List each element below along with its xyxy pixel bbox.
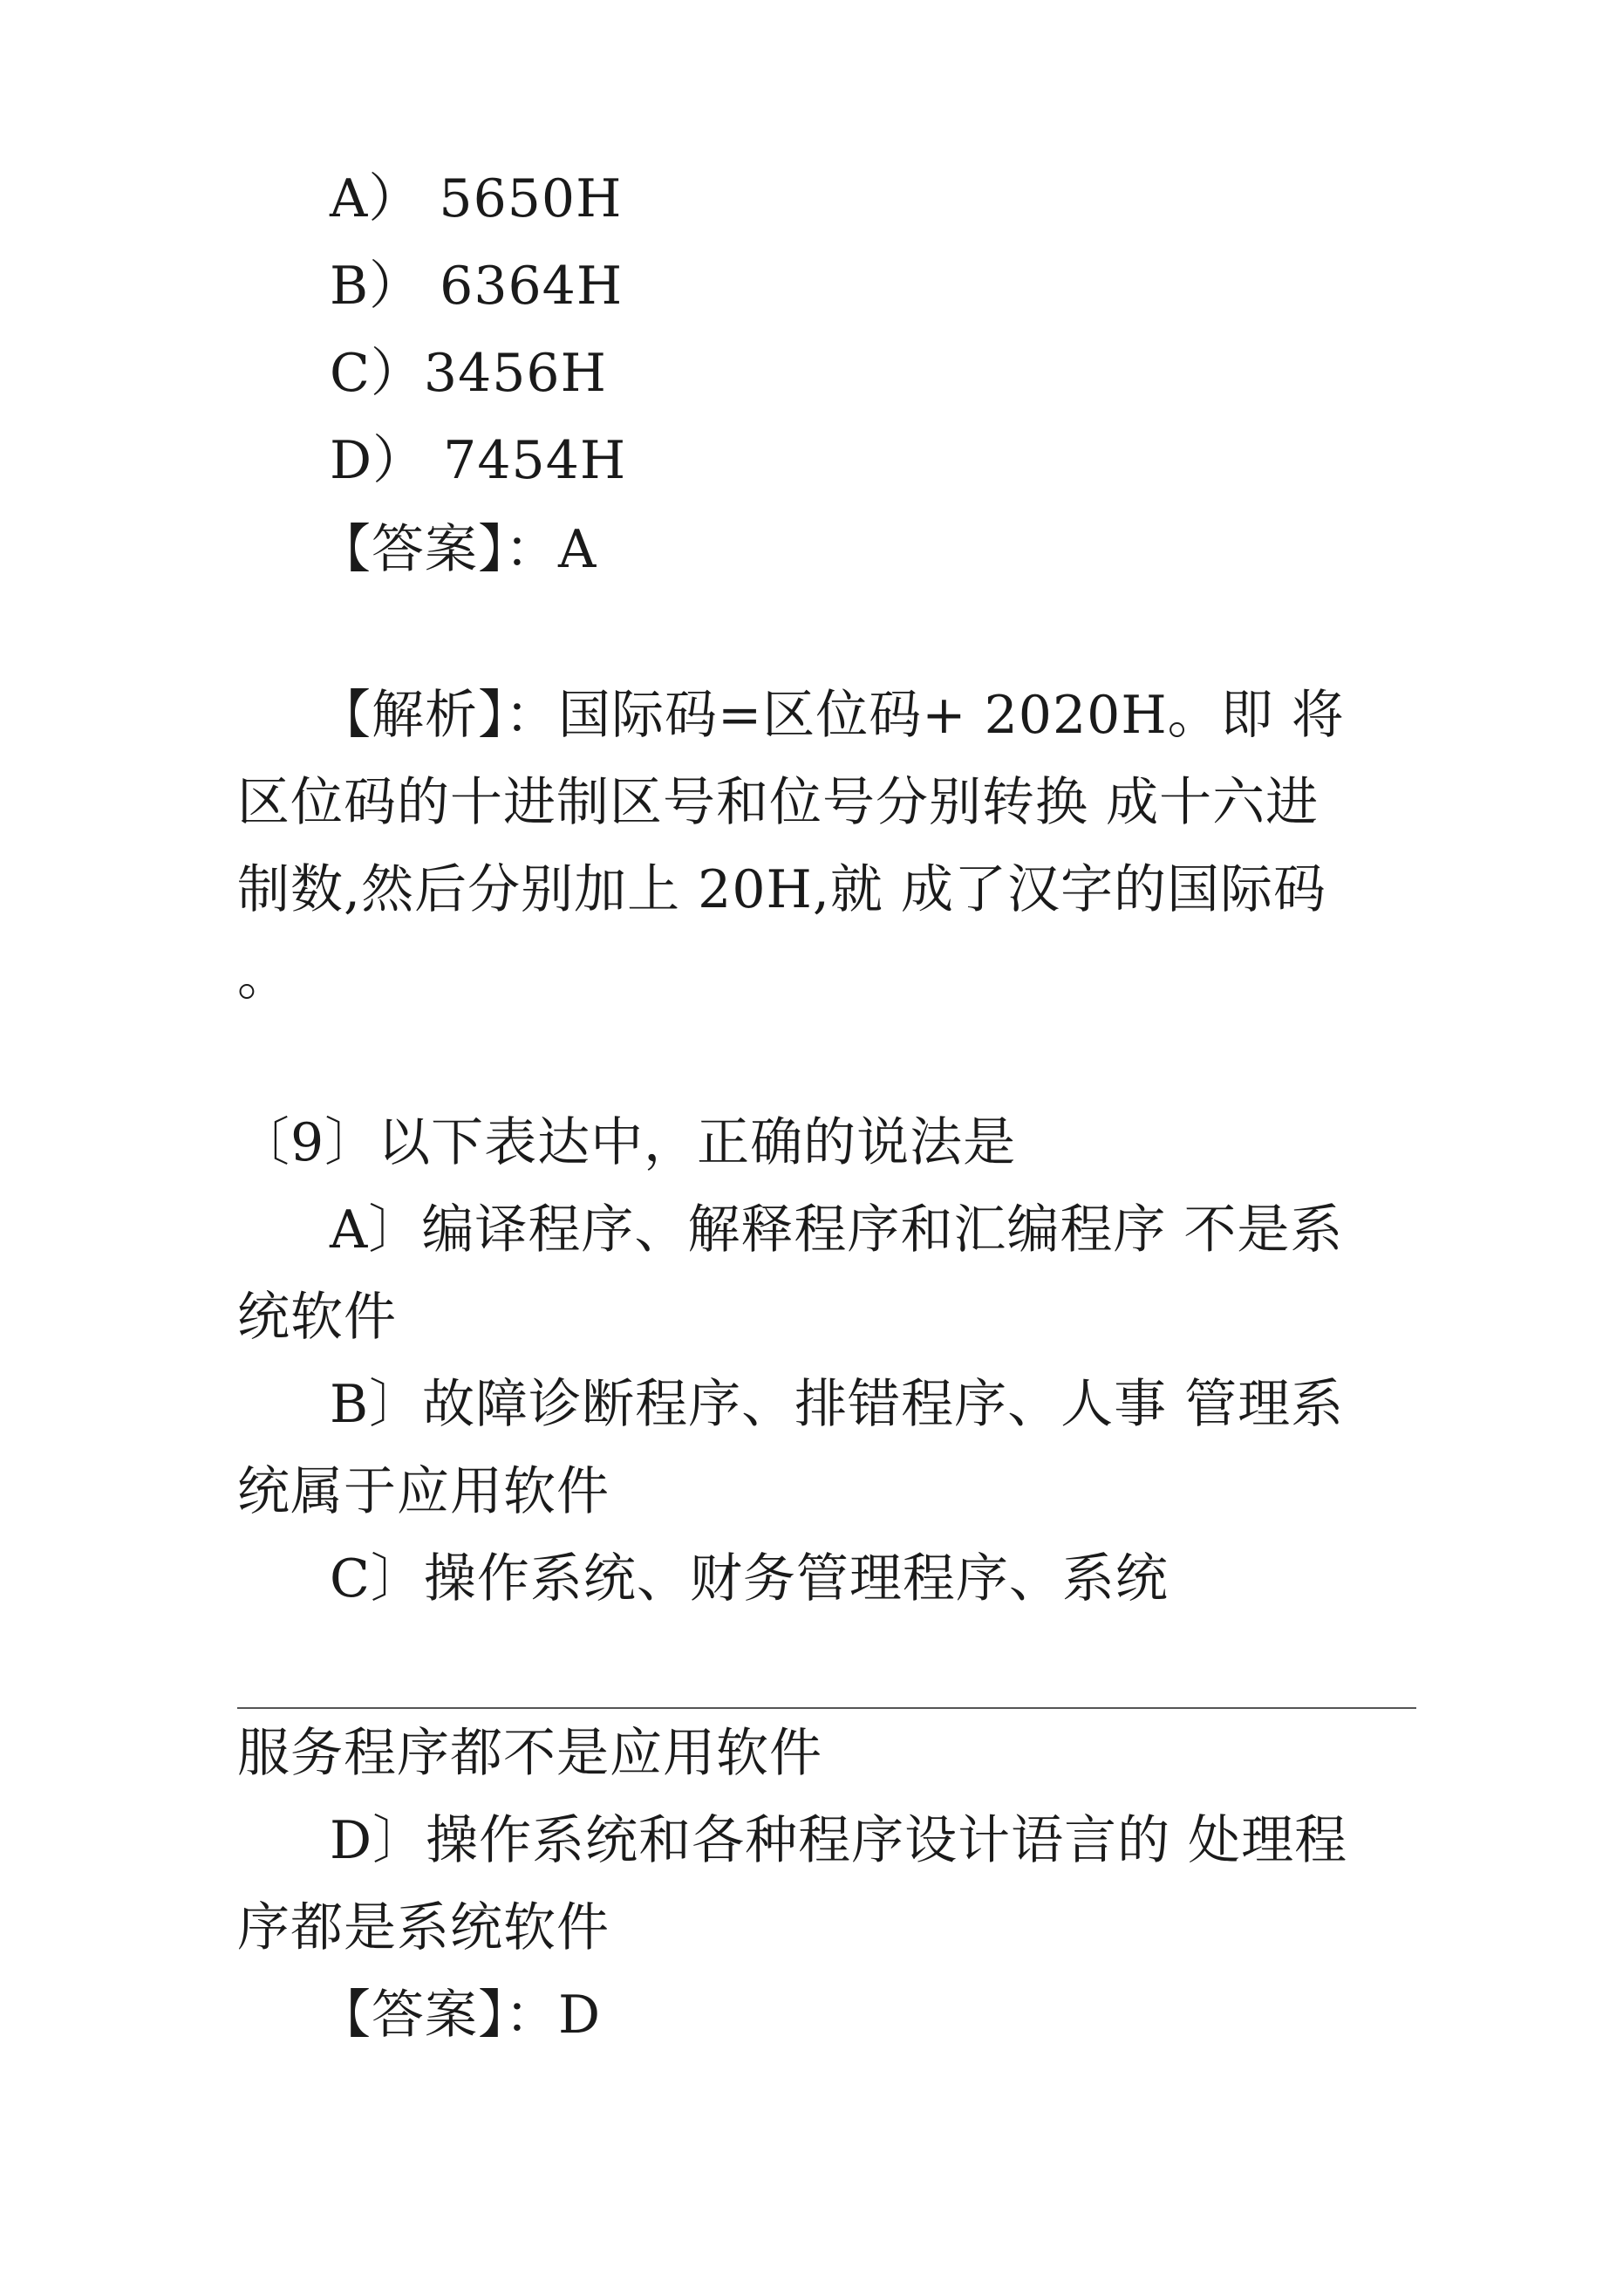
q9-stem: 〔9〕以下表达中，正确的说法是 bbox=[237, 1112, 1017, 1173]
q9-option-d-line-1: D〕操作系统和各种程序设计语言的 处理程 bbox=[330, 1810, 1348, 1871]
q9-option-c-line-2: 服务程序都不是应用软件 bbox=[237, 1723, 822, 1784]
q8-analysis-line-4: 。 bbox=[237, 946, 290, 1008]
q8-option-c: C）3456H bbox=[330, 343, 607, 404]
q9-option-b-line-2: 统属于应用软件 bbox=[237, 1461, 610, 1522]
q9-option-c-line-1: C〕操作系统、财务管理程序、系统 bbox=[330, 1548, 1169, 1609]
q9-option-b-line-1: B〕故障诊断程序、排错程序、人事 管理系 bbox=[330, 1374, 1345, 1435]
q9-option-a-line-2: 统软件 bbox=[237, 1287, 397, 1348]
q8-option-b: B） 6364H bbox=[330, 256, 624, 317]
q8-analysis-line-3: 制数,然后分别加上 20H,就 成了汉字的国际码 bbox=[237, 859, 1326, 920]
q9-option-a-line-1: A〕编译程序、解释程序和汇编程序 不是系 bbox=[330, 1199, 1344, 1261]
page-break-rule bbox=[237, 1707, 1416, 1709]
q9-answer: 【答案】：D bbox=[318, 1985, 602, 2046]
q8-answer: 【答案】：A bbox=[318, 519, 597, 580]
q8-analysis-line-2: 区位码的十进制区号和位号分别转换 成十六进 bbox=[237, 772, 1320, 833]
q8-option-a: A） 5650H bbox=[330, 168, 623, 229]
q9-option-d-line-2: 序都是系统软件 bbox=[237, 1897, 610, 1958]
q8-option-d: D） 7454H bbox=[330, 430, 627, 491]
q8-analysis-line-1: 【解析】：国际码=区位码+ 2020H。即 将 bbox=[318, 685, 1345, 746]
